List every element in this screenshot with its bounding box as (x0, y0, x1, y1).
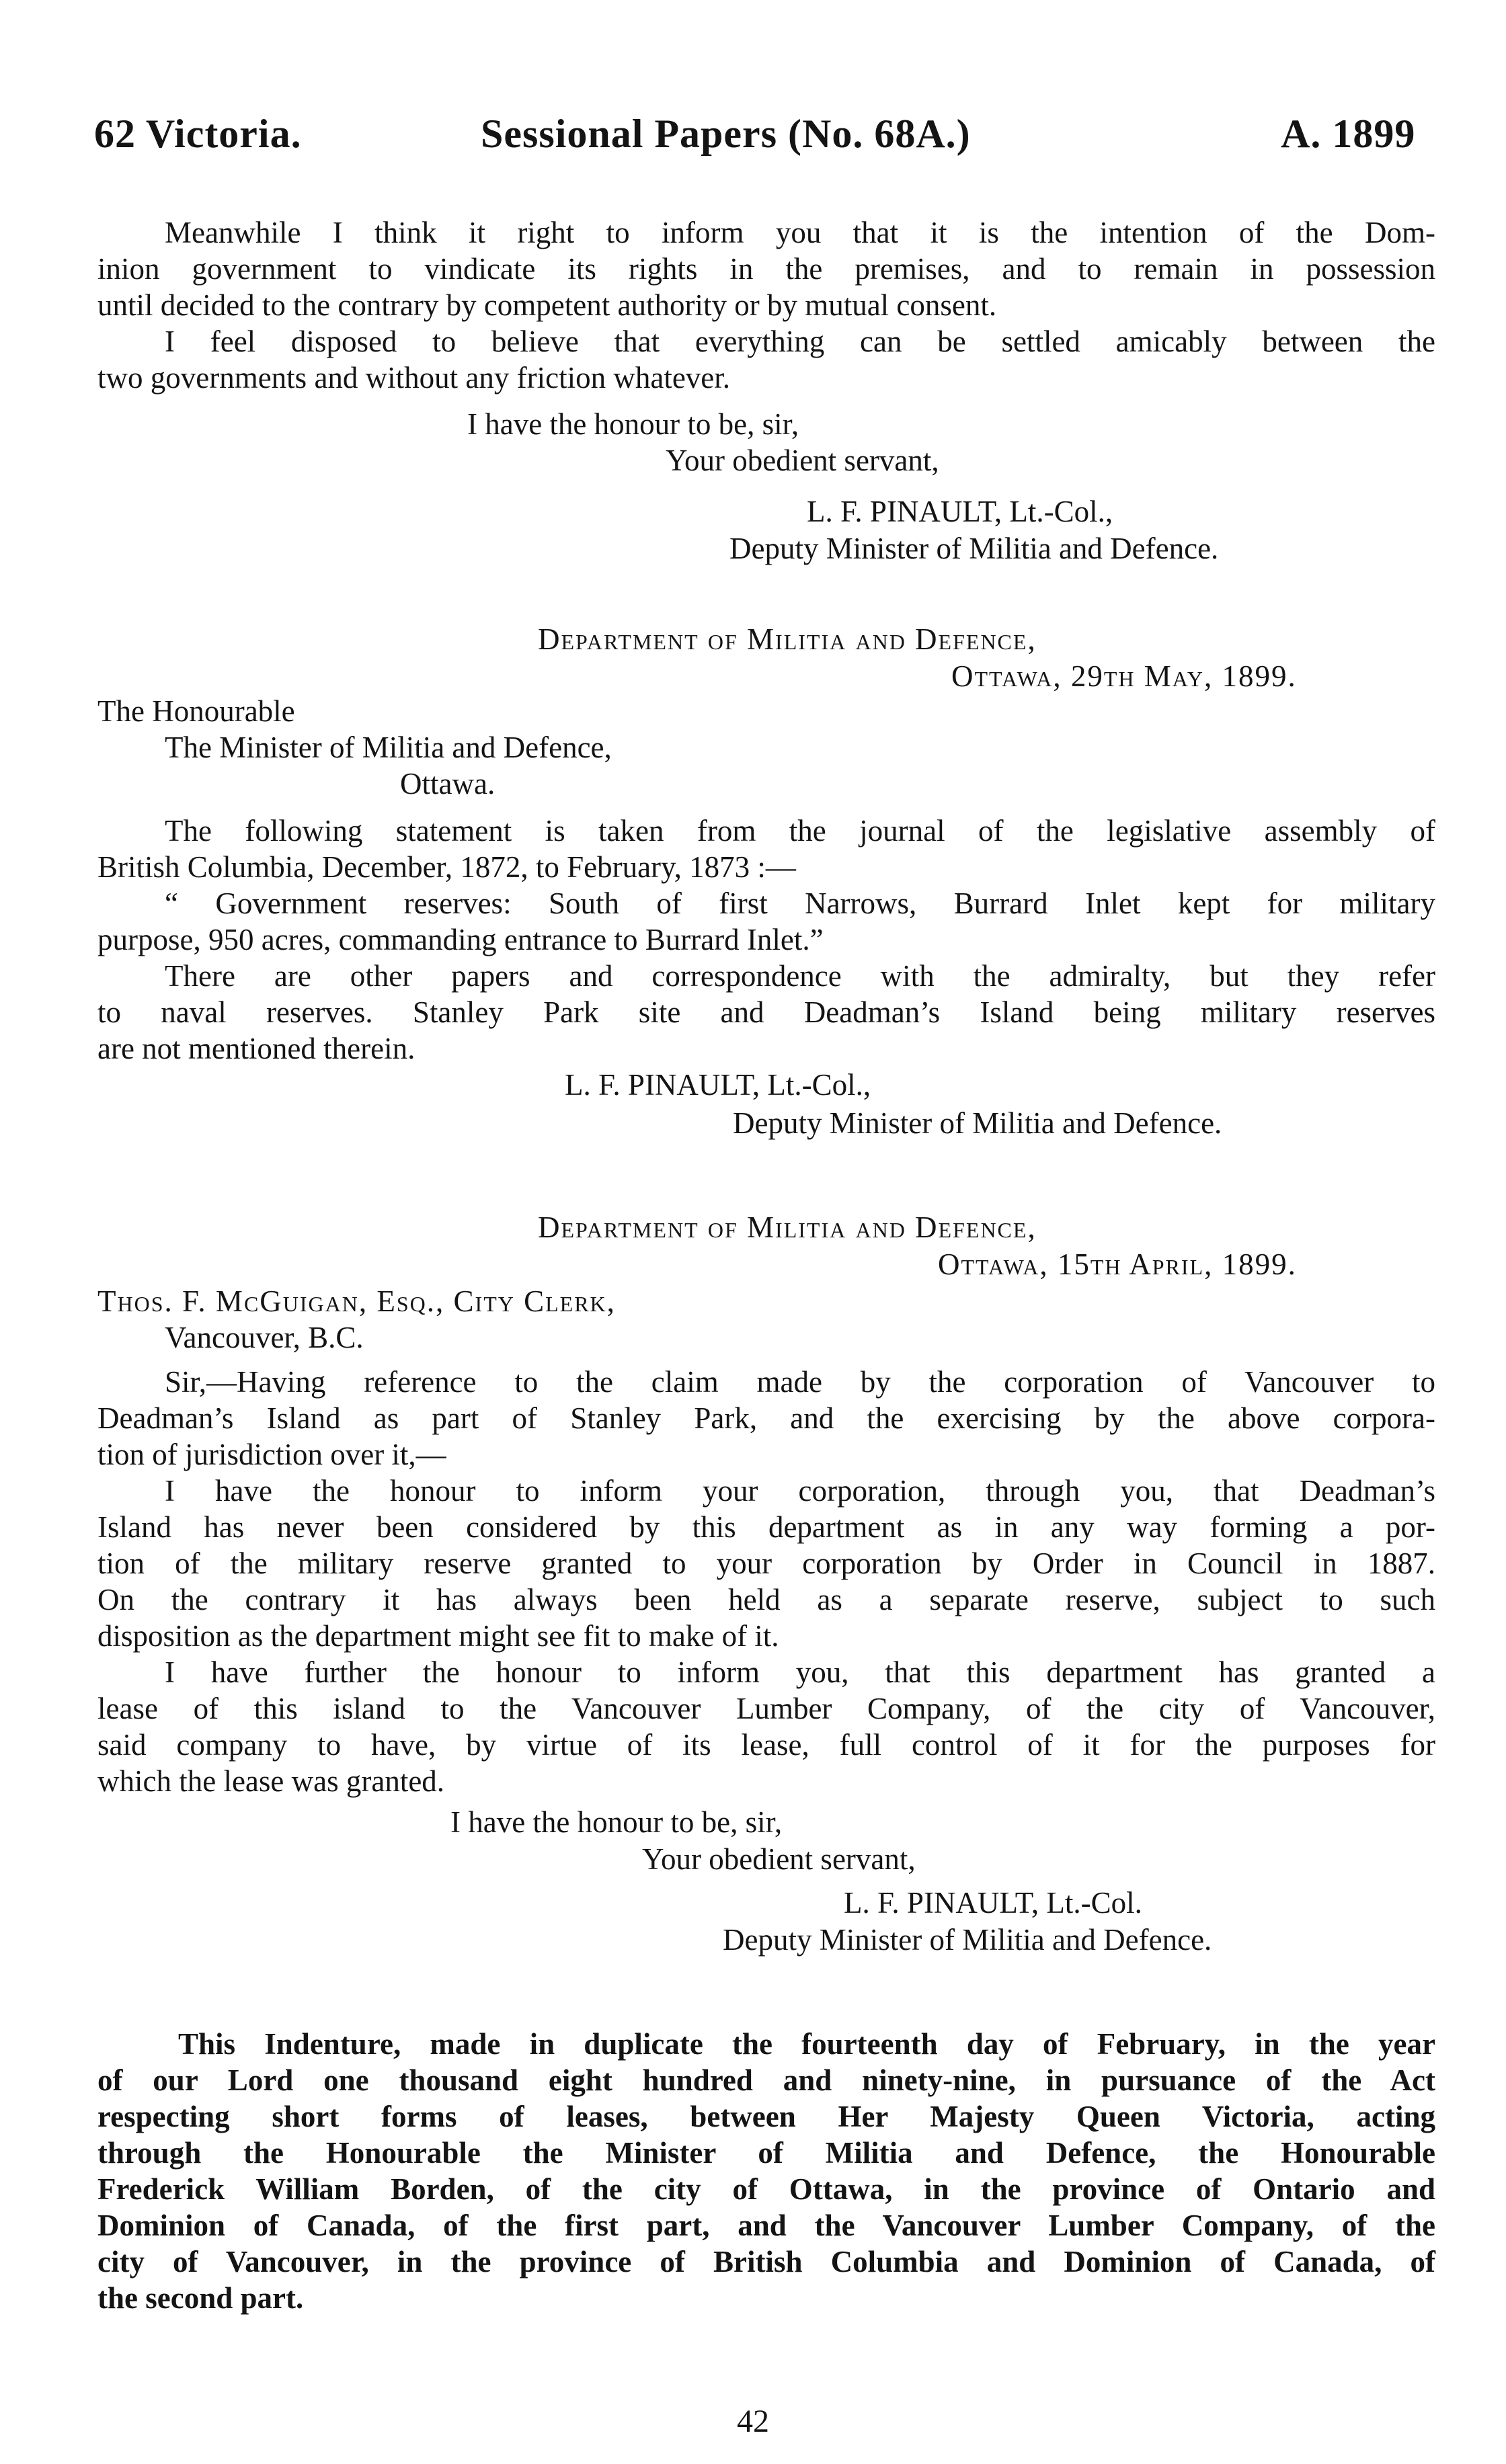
letter2-signer-title: Deputy Minister of Militia and Defence. (733, 1106, 1222, 1140)
indenture-line-3: respecting short forms of leases, between Her Majesty Queen Victoria, acting (97, 2100, 1435, 2133)
indenture-line-4: through the Honourable the Minister of Militia and Defence, the Honourable (97, 2136, 1435, 2170)
letter2-p3-line2: to naval reserves. Stanley Park site and Deadman’s Island being military reserves (97, 995, 1435, 1029)
letter3-p2-line3: tion of the military reserve granted to your corporation by Order in Council in 1887. (97, 1547, 1435, 1580)
letter3-signature: L. F. PINAULT, Lt.-Col. (844, 1886, 1142, 1920)
letter3-signer-title: Deputy Minister of Militia and Defence. (723, 1923, 1212, 1957)
header-sessional-papers: Sessional Papers (No. 68A.) (481, 112, 971, 156)
page-number: 42 (737, 2404, 769, 2439)
letter1-servant: Your obedient servant, (666, 444, 939, 477)
indenture-line-1: This Indenture, made in duplicate the fourteenth day of February, in the year (178, 2027, 1435, 2061)
letter1-p2-line2: two governments and without any friction whatever. (97, 361, 731, 395)
letter3-department: Department of Militia and Defence, (538, 1210, 1037, 1244)
letter2-p1-line1: The following statement is taken from the journal of the legislative assembly of (165, 814, 1435, 848)
letter3-p1-line3: tion of jurisdiction over it,— (97, 1438, 446, 1471)
letter3-p2-line5: disposition as the department might see fit to make of it. (97, 1619, 779, 1653)
letter3-servant: Your obedient servant, (642, 1842, 916, 1876)
letter3-p2-line1: I have the honour to inform your corporation, through you, that Deadman’s (165, 1474, 1435, 1508)
indenture-line-2: of our Lord one thousand eight hundred and ninety-nine, in pursuance of the Act (97, 2063, 1435, 2097)
letter2-addressee-1: The Honourable (97, 694, 295, 728)
letter2-p2-line2: purpose, 950 acres, commanding entrance to Burrard Inlet.” (97, 923, 824, 956)
letter1-closing: I have the honour to be, sir, (467, 407, 799, 441)
letter1-p1-line2: inion government to vindicate its rights in the premises, and to remain in possession (97, 252, 1435, 286)
letter3-p3-line1: I have further the honour to inform you, that this department has granted a (165, 1655, 1435, 1689)
letter2-signature: L. F. PINAULT, Lt.-Col., (565, 1068, 871, 1102)
letter3-p3-line2: lease of this island to the Vancouver Lumber Company, of the city of Vancouver, (97, 1692, 1435, 1725)
letter1-signature: L. F. PINAULT, Lt.-Col., (807, 495, 1113, 528)
letter3-p3-line4: which the lease was granted. (97, 1764, 445, 1798)
letter3-p2-line4: On the contrary it has always been held as a separate reserve, subject to such (97, 1583, 1435, 1616)
letter1-signer-title: Deputy Minister of Militia and Defence. (729, 532, 1219, 565)
letter3-p3-line3: said company to have, by virtue of its lease, full control of it for the purposes for (97, 1728, 1435, 1762)
header-session: 62 Victoria. (94, 112, 302, 156)
indenture-line-6: Dominion of Canada, of the first part, and the Vancouver Lumber Company, of the (97, 2209, 1435, 2242)
letter3-p1-line1: Sir,—Having reference to the claim made by the corporation of Vancouver to (165, 1365, 1435, 1399)
letter2-addressee-2: The Minister of Militia and Defence, (165, 731, 612, 764)
letter2-p1-line2: British Columbia, December, 1872, to February, 1873 :— (97, 850, 796, 884)
letter2-p2-line1: “ Government reserves: South of first Narrows, Burrard Inlet kept for military (165, 887, 1435, 920)
indenture-line-7: city of Vancouver, in the province of British Columbia and Dominion of Canada, of (97, 2245, 1435, 2278)
letter3-p2-line2: Island has never been considered by this department as in any way forming a por- (97, 1510, 1435, 1544)
letter3-addressee-name: Thos. F. McGuigan, Esq., City Clerk, (97, 1284, 616, 1318)
letter2-addressee-3: Ottawa. (400, 767, 496, 800)
letter3-addressee-city: Vancouver, B.C. (165, 1321, 364, 1354)
letter3-p1-line2: Deadman’s Island as part of Stanley Park, and the exercising by the above corpora- (97, 1401, 1435, 1435)
indenture-line-8: the second part. (97, 2281, 304, 2315)
letter2-p3-line1: There are other papers and correspondence with the admiralty, but they refer (165, 959, 1435, 993)
letter2-p3-line3: are not mentioned therein. (97, 1032, 415, 1065)
letter1-p2-line1: I feel disposed to believe that everything can be settled amicably between the (165, 325, 1435, 358)
letter3-closing: I have the honour to be, sir, (450, 1805, 783, 1839)
indenture-line-5: Frederick William Borden, of the city of Ottawa, in the province of Ontario and (97, 2172, 1435, 2206)
letter2-place-date: Ottawa, 29th May, 1899. (951, 659, 1297, 693)
letter3-place-date: Ottawa, 15th April, 1899. (938, 1247, 1297, 1281)
letter1-p1-line3: until decided to the contrary by competent authority or by mutual consent. (97, 288, 997, 322)
letter2-department: Department of Militia and Defence, (538, 622, 1037, 656)
header-year: A. 1899 (1281, 112, 1416, 156)
letter1-p1-line1: Meanwhile I think it right to inform you that it is the intention of the Dom- (165, 216, 1435, 249)
